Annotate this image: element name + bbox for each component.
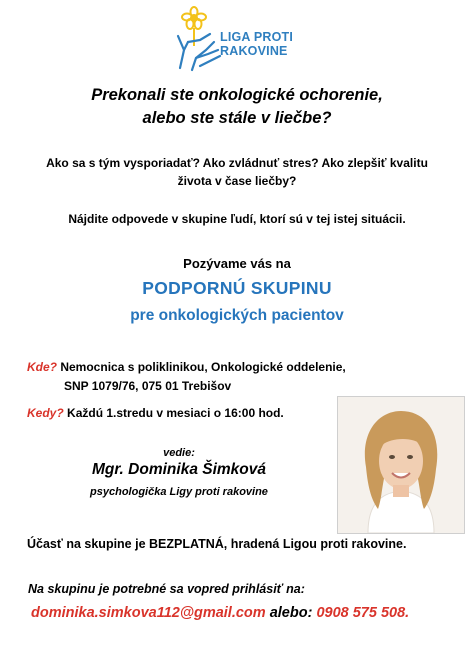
group-subtitle: pre onkologických pacientov	[130, 307, 344, 324]
when-label: Kedy?	[27, 406, 64, 420]
free-emph: BEZPLATNÁ	[149, 537, 224, 551]
headline-line-2: alebo ste stále v liečbe?	[142, 109, 332, 127]
contact-joiner: alebo:	[265, 605, 317, 621]
group-title: PODPORNÚ SKUPINU	[142, 278, 332, 298]
headline-line-1: Prekonali ste onkologické ochorenie,	[91, 86, 383, 104]
daffodil-hand-icon	[170, 6, 222, 74]
questions-line-2: života v čase liečby?	[177, 174, 297, 188]
where-address-1: Nemocnica s poliklinikou, Onkologické oddelenie,	[60, 360, 346, 374]
when-text: Každú 1.stredu v mesiaci o 16:00 hod.	[67, 406, 284, 420]
logo-line-2: RAKOVINE	[220, 44, 288, 58]
email-link[interactable]: dominika.simkova112@gmail.com	[31, 605, 266, 621]
where-label: Kde?	[27, 360, 57, 374]
logo	[170, 6, 310, 74]
logo-line-1: LIGA PROTI	[220, 30, 294, 44]
leader-name: Mgr. Dominika Šimková	[92, 461, 266, 478]
answer-text: Nájdite odpovede v skupine ľudí, ktorí sú v tej istej situácii.	[68, 212, 406, 226]
phone-link[interactable]: 0908 575 508.	[316, 605, 410, 621]
invite-text: Pozývame vás na	[183, 256, 291, 271]
where-line-1	[27, 357, 346, 377]
questions-line-1: Ako sa s tým vysporiadať? Ako zvládnuť stres? Ako zlepšiť kvalitu	[46, 156, 428, 170]
free-notice	[27, 534, 406, 554]
register-note: Na skupinu je potrebné sa vopred prihlásiť na:	[28, 582, 305, 596]
contact-line	[31, 604, 409, 622]
led-by-label: vedie:	[163, 447, 195, 459]
where-address-2: SNP 1079/76, 075 01 Trebišov	[64, 379, 232, 393]
when-line	[27, 403, 284, 423]
leader-role: psychologička Ligy proti rakovine	[90, 486, 268, 498]
free-text-before: Účasť na skupine je	[27, 537, 150, 551]
free-text-after: , hradená Ligou proti rakovine.	[223, 537, 407, 551]
